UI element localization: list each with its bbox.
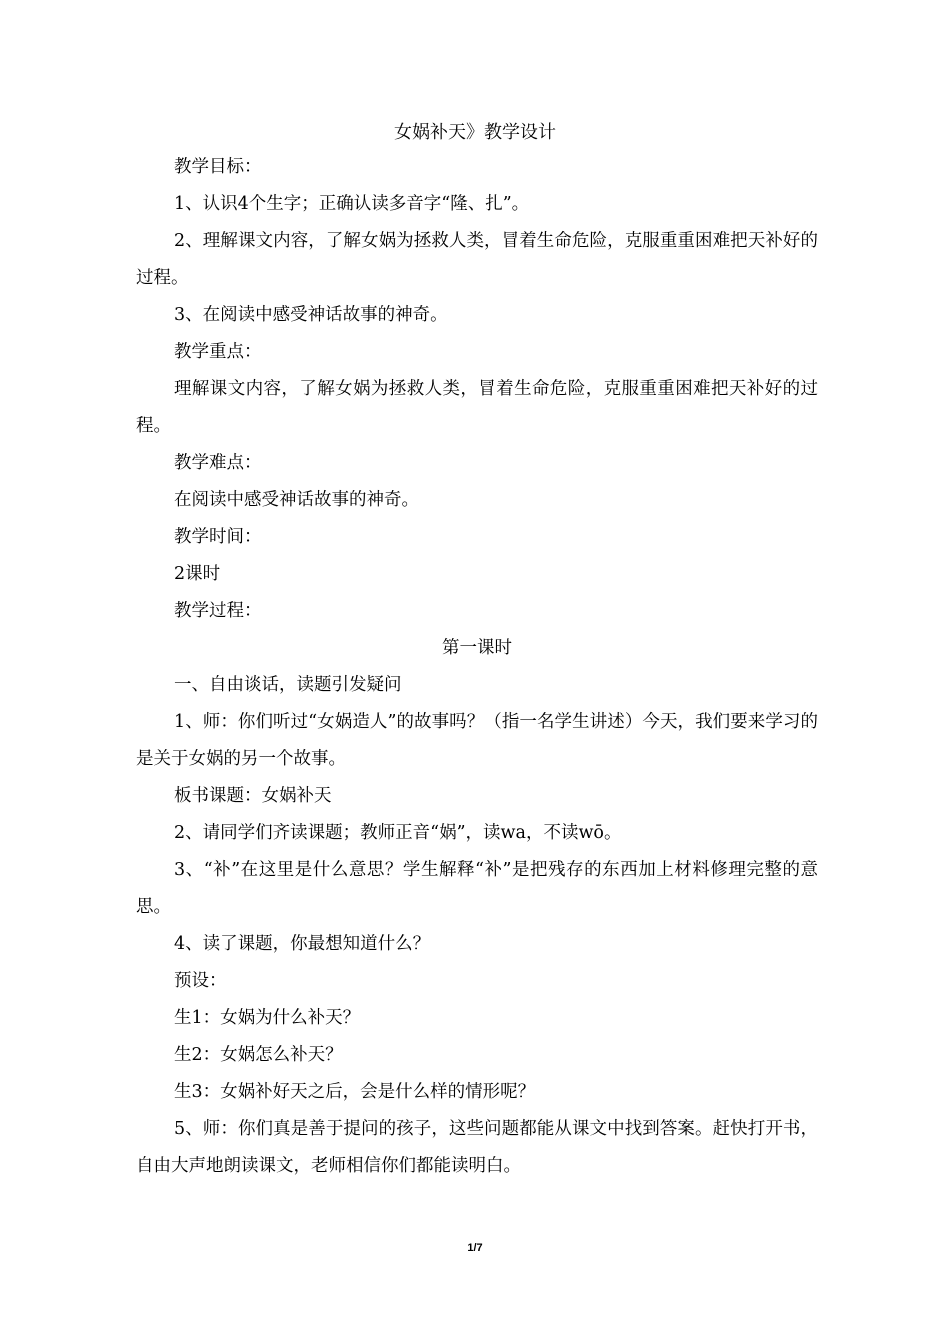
paragraph: 一、自由谈话，读题引发疑问 [174,675,402,695]
paragraph: 生1：女娲为什么补天？ [174,1008,361,1028]
paragraph: 4、读了课题，你最想知道什么？ [174,934,431,954]
paragraph: 教学目标： [174,157,262,177]
paragraph: 教学重点： [174,342,262,362]
paragraph: 2、理解课文内容，了解女娲为拯救人类，冒着生命危险，克服重重困难把天补好的过程。 [136,231,818,288]
paragraph: 在阅读中感受神话故事的神奇。 [174,490,419,510]
paragraph: 预设： [174,971,227,991]
paragraph: 理解课文内容，了解女娲为拯救人类，冒着生命危险，克服重重困难把天补好的过程。 [136,379,818,436]
paragraph: 3、在阅读中感受神话故事的神奇。 [174,305,448,325]
paragraph: 板书课题：女娲补天 [174,786,332,806]
paragraph: 教学过程： [174,601,262,621]
paragraph: 1、认识4个生字；正确认读多音字“隆、扎”。 [174,194,530,214]
paragraph: 教学时间： [174,527,262,547]
page-number: 1/7 [467,1242,483,1254]
paragraph: 生2：女娲怎么补天？ [174,1045,343,1065]
paragraph: 2、请同学们齐读课题；教师正音“娲”，读wa，不读wō。 [174,823,622,843]
section-heading: 第一课时 [442,638,512,658]
paragraph: 5、师：你们真是善于提问的孩子，这些问题都能从课文中找到答案。赶快打开书，自由大声地朗读课文，老师相信你们都能读明白。 [136,1119,818,1176]
document-title: 女娲补天》教学设计 [394,122,556,143]
paragraph: 教学难点： [174,453,262,473]
document-body [136,149,818,1185]
paragraph: 3、“补”在这里是什么意思？学生解释“补”是把残存的东西加上材料修理完整的意思。 [136,860,818,917]
paragraph: 生3：女娲补好天之后，会是什么样的情形呢？ [174,1082,536,1102]
paragraph: 1、师：你们听过“女娲造人”的故事吗？（指一名学生讲述）今天，我们要来学习的是关于女娲的另一个故事。 [136,712,818,769]
paragraph: 2课时 [174,564,221,584]
